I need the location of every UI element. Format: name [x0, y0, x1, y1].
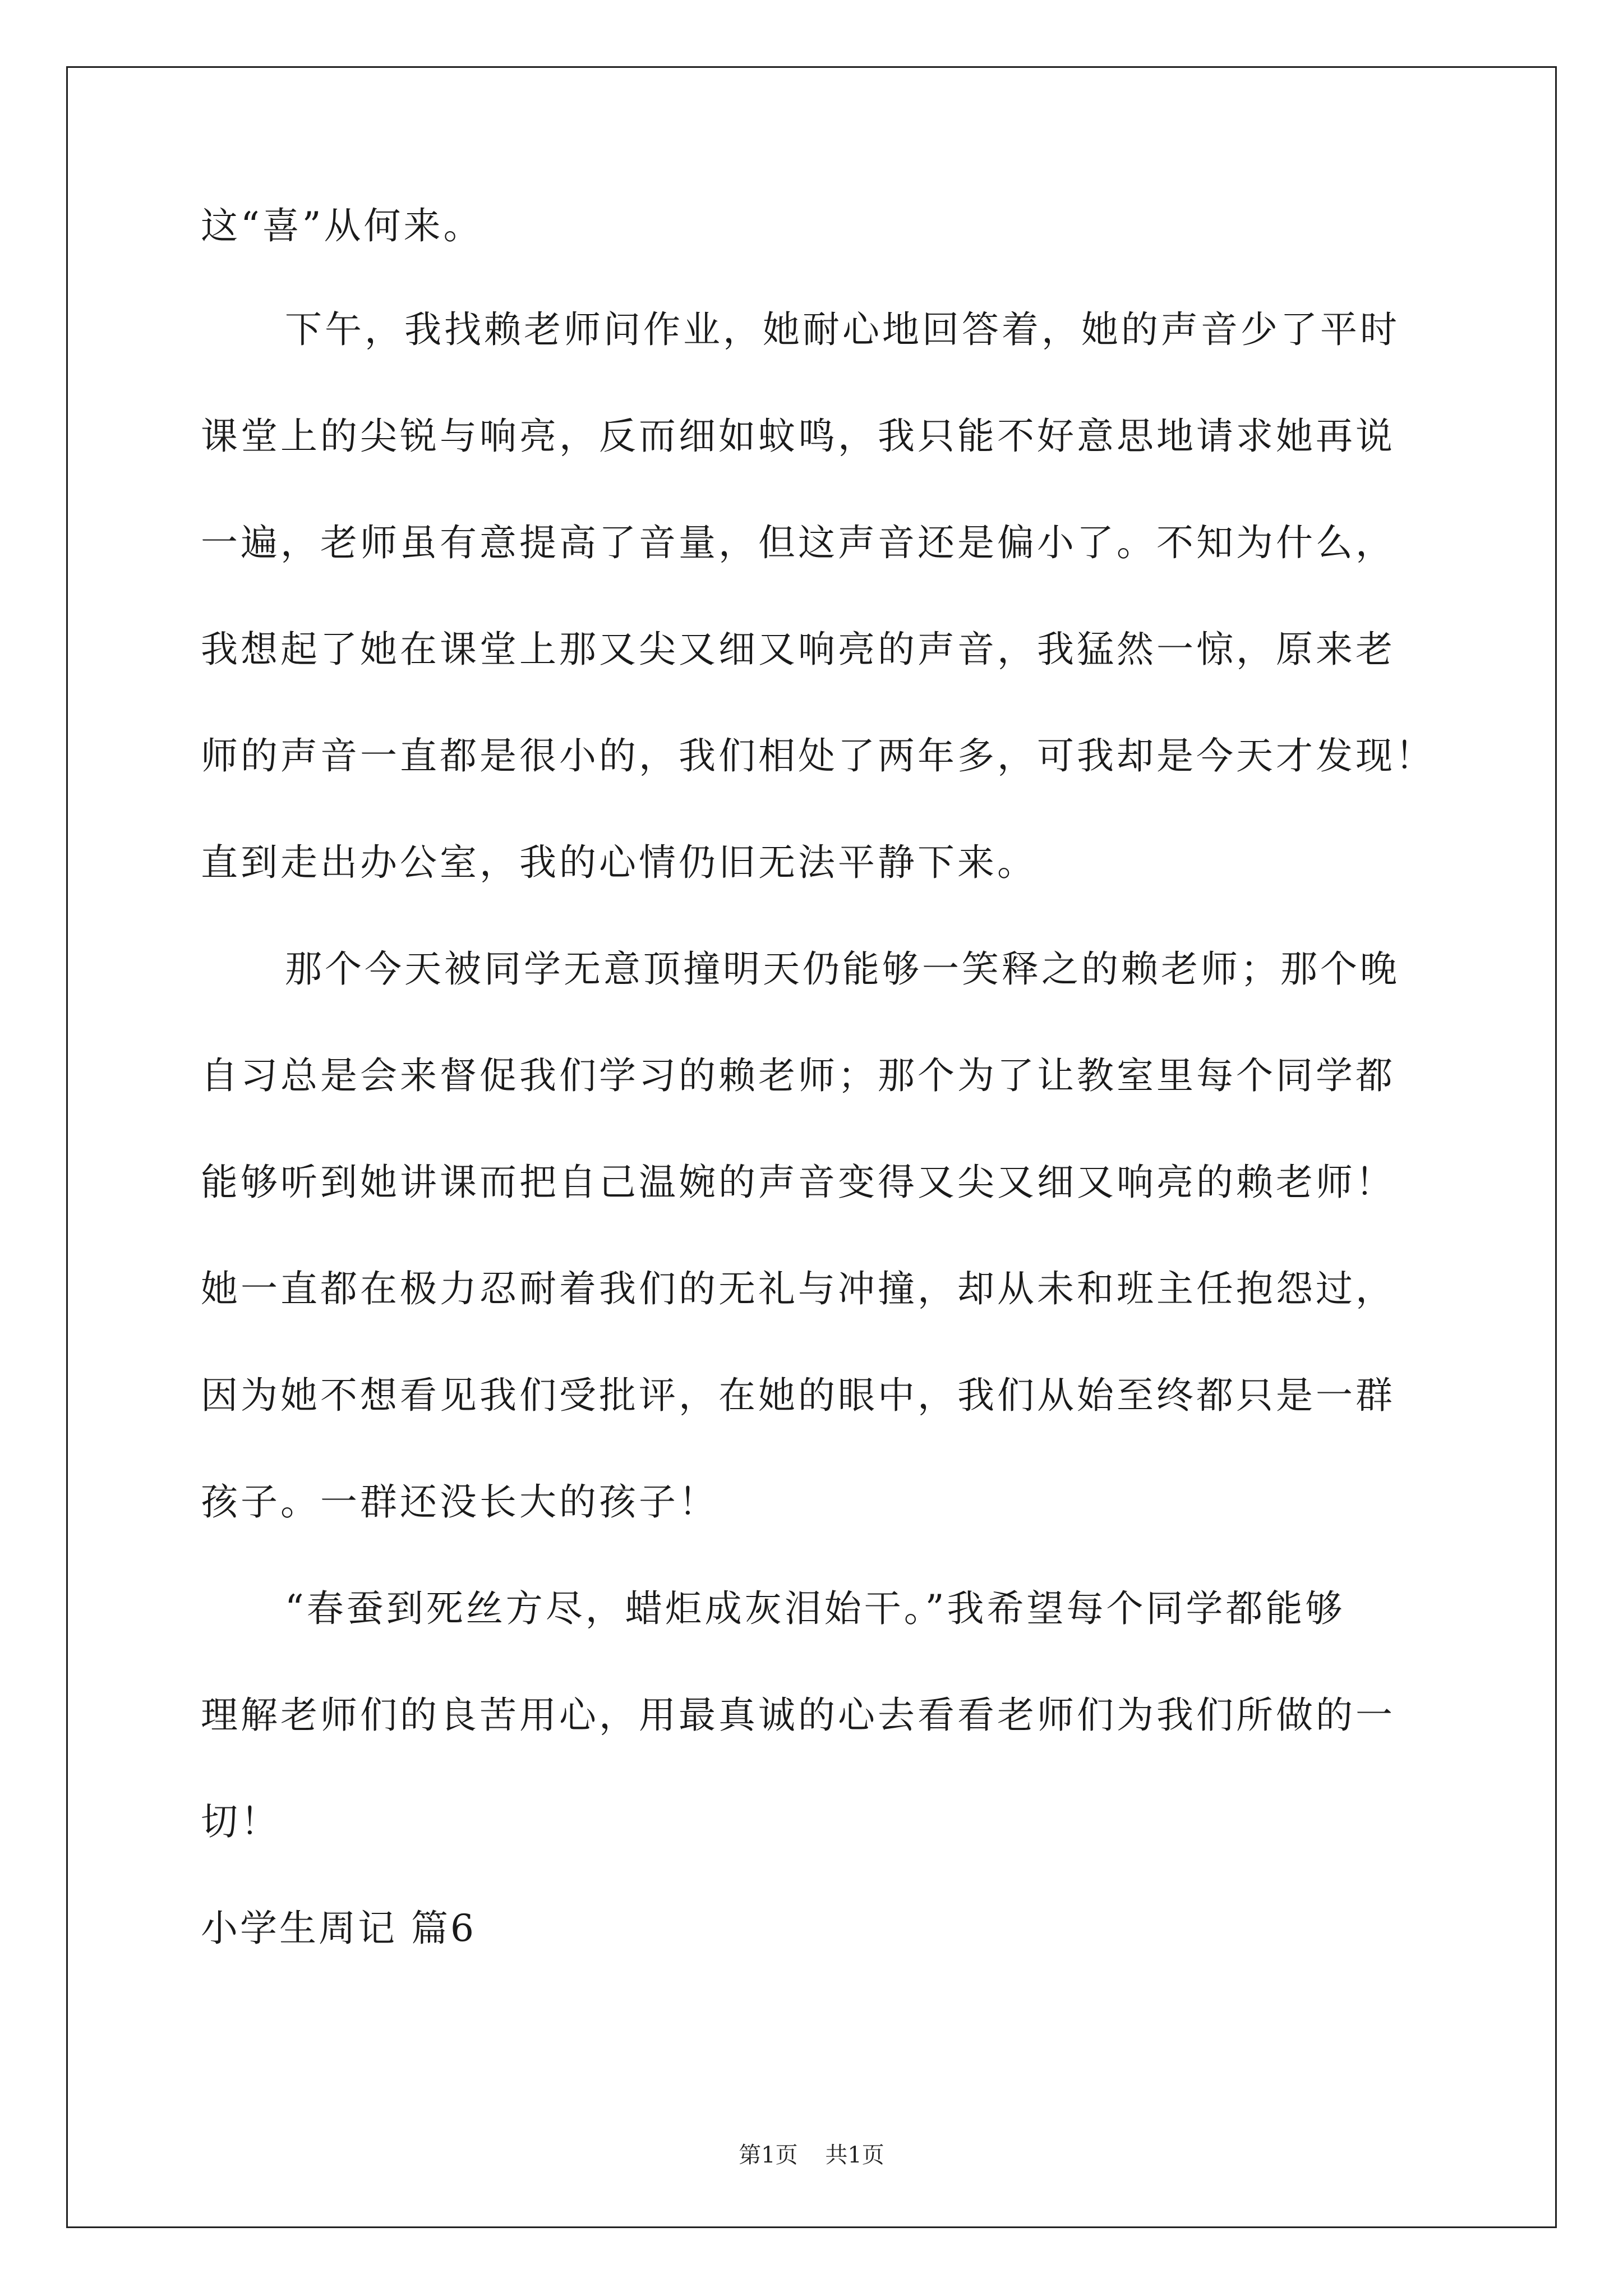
text-line: 一遍，老师虽有意提高了音量，但这声音还是偏小了。不知为什么，	[201, 521, 1395, 564]
text-line: 我想起了她在课堂上那又尖又细又响亮的声音，我猛然一惊，原来老	[201, 628, 1395, 671]
text-line: 她一直都在极力忍耐着我们的无礼与冲撞，却从未和班主任抱怨过，	[201, 1267, 1395, 1310]
text-line: 切！	[201, 1800, 280, 1843]
page-footer	[0, 2142, 1623, 2169]
text-line: 课堂上的尖锐与响亮，反而细如蚊鸣，我只能不好意思地请求她再说	[201, 415, 1395, 458]
page-number-current: 第1页	[739, 2142, 798, 2168]
text-line: 直到走出办公室，我的心情仍旧无法平静下来。	[201, 841, 1037, 884]
paragraph-start-line: “春蚕到死丝方尽，蜡炬成灰泪始干。”我希望每个同学都能够	[285, 1587, 1345, 1630]
paragraph-start-line: 那个今天被同学无意顶撞明天仍能够一笑释之的赖老师；那个晚	[285, 947, 1400, 991]
page-number-total: 共1页	[825, 2142, 884, 2168]
text-line: 孩子。一群还没长大的孩子！	[201, 1480, 718, 1524]
text-line: 这“喜”从何来。	[201, 204, 483, 247]
section-heading: 小学生周记 篇6	[201, 1907, 476, 1950]
document-body	[201, 204, 1435, 2017]
text-line: 理解老师们的良苦用心，用最真诚的心去看看老师们为我们所做的一	[201, 1694, 1395, 1737]
paragraph-start-line: 下午，我找赖老师问作业，她耐心地回答着，她的声音少了平时	[285, 308, 1400, 351]
text-line: 师的声音一直都是很小的，我们相处了两年多，可我却是今天才发现！	[201, 734, 1435, 777]
text-line: 自习总是会来督促我们学习的赖老师；那个为了让教室里每个同学都	[201, 1054, 1395, 1097]
text-line: 能够听到她讲课而把自己温婉的声音变得又尖又细又响亮的赖老师！	[201, 1161, 1395, 1204]
text-line: 因为她不想看见我们受批评，在她的眼中，我们从始至终都只是一群	[201, 1374, 1395, 1417]
